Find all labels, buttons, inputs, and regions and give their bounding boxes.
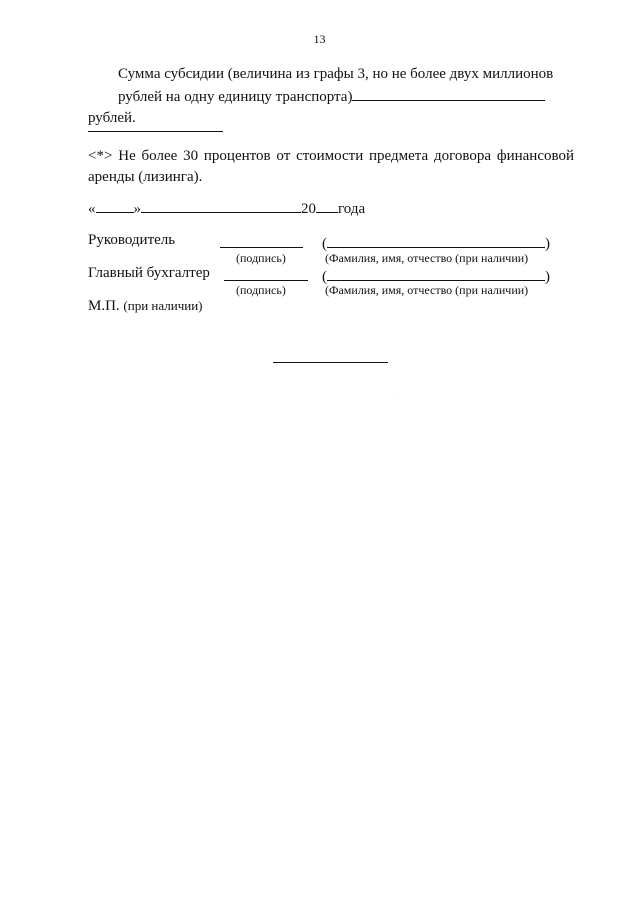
date-month-blank[interactable]: [141, 197, 301, 213]
accountant-title: Главный бухгалтер: [88, 265, 210, 281]
date-year-blank[interactable]: [316, 197, 338, 213]
date-open-quote: «: [88, 201, 96, 217]
end-separator: [273, 362, 388, 363]
accountant-close-paren: ): [545, 269, 550, 285]
head-close-paren: ): [545, 236, 550, 252]
accountant-name-caption: (Фамилия, имя, отчество (при наличии): [325, 283, 529, 297]
head-name-caption: (Фамилия, имя, отчество (при наличии): [325, 251, 529, 265]
head-signature-caption: (подпись): [236, 251, 286, 265]
head-signature-blank[interactable]: [220, 232, 303, 248]
head-signature-line: [220, 232, 303, 253]
stamp-note: (при наличии): [123, 298, 203, 313]
date-line: [88, 197, 365, 218]
subsidy-line-2: [88, 85, 574, 129]
accountant-signature-caption: (подпись): [236, 283, 286, 297]
accountant-open-paren: (: [322, 269, 327, 285]
stamp-label: М.П.: [88, 298, 120, 314]
subsidy-amount-blank[interactable]: [352, 85, 545, 101]
scan-speck: .: [398, 392, 400, 398]
accountant-signature-blank[interactable]: [224, 265, 308, 281]
subsidy-amount-paragraph: [88, 64, 574, 129]
stamp-line: [88, 298, 202, 315]
head-name-blank[interactable]: [327, 232, 545, 248]
subsidy-line-2-suffix: рублей.: [88, 110, 136, 126]
date-close-quote: »: [133, 201, 141, 217]
head-name-line: [322, 232, 550, 253]
subsidy-line-1: Сумма субсидии (величина из графы 3, но не более двух миллионов: [118, 66, 554, 82]
date-year-prefix: 20: [301, 201, 316, 217]
footnote-separator: [88, 131, 223, 132]
head-open-paren: (: [322, 236, 327, 252]
page-number: 13: [313, 32, 326, 46]
date-day-blank[interactable]: [96, 197, 134, 213]
accountant-name-blank[interactable]: [327, 265, 545, 281]
head-title: Руководитель: [88, 232, 176, 248]
footnote-text: <*> Не более 30 процентов от стоимости предмета договора финансовой аренды (лизинга).: [88, 148, 574, 185]
subsidy-line-2-prefix: рублей на одну единицу транспорта): [118, 89, 353, 105]
date-suffix: года: [338, 201, 366, 217]
